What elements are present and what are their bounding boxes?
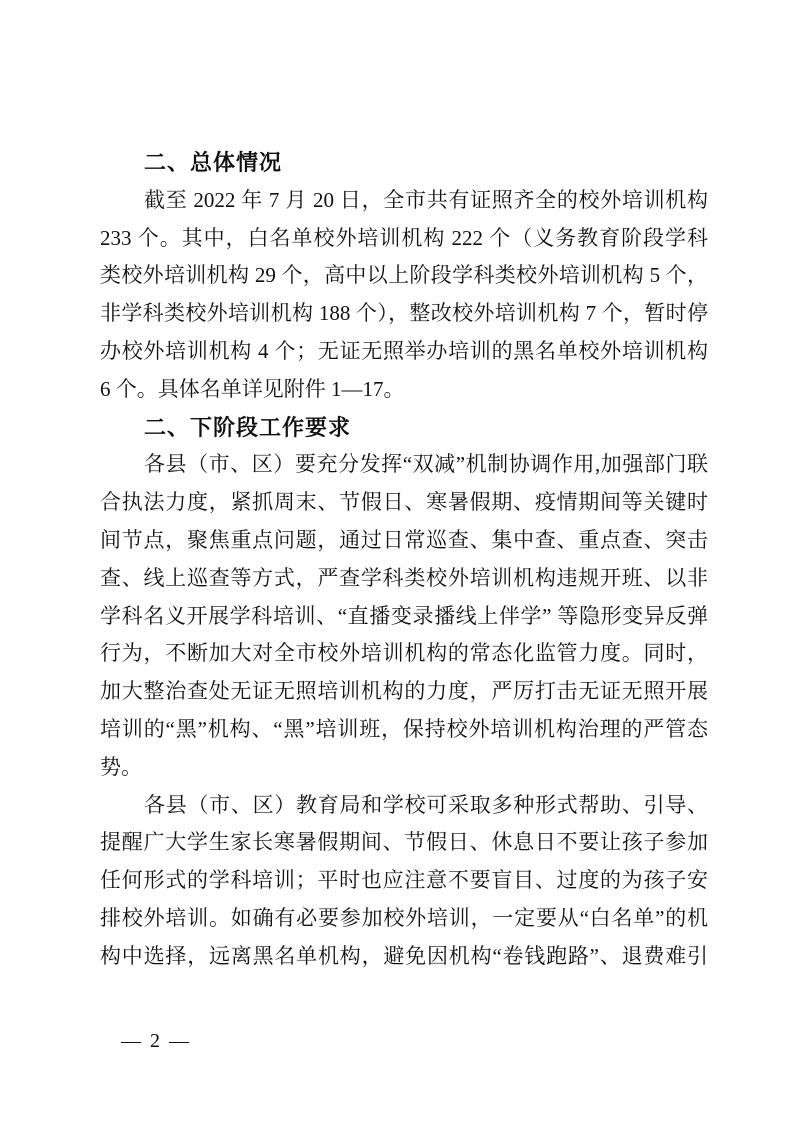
text-line: 构中选择，远离黑名单机构，避免因机构“卷钱跑路”、退费难引 [100, 943, 708, 968]
text-line: 各县（市、区）要充分发挥“双减”机制协调作用,加强部门联 [144, 452, 708, 477]
text-line: 提醒广大学生家长寒暑假期间、节假日、休息日不要让孩子参加 [100, 830, 708, 855]
text-line: 行为，不断加大对全市校外培训机构的常态化监管力度。同时， [100, 641, 708, 666]
text-line: 势。 [100, 754, 142, 779]
document-body [100, 144, 708, 976]
text-line: 截至 2022 年 7 月 20 日，全市共有证照齐全的校外培训机构 [144, 187, 708, 212]
section-heading: 二、总体情况 [144, 150, 283, 175]
text-line: 非学科类校外培训机构 188 个），整改校外培训机构 7 个，暂时停 [100, 301, 708, 326]
text-line: 排校外培训。如确有必要参加校外培训，一定要从“白名单”的机 [100, 905, 708, 930]
text-line: 间节点，聚焦重点问题，通过日常巡查、集中查、重点查、突击 [100, 527, 708, 552]
text-line: 各县（市、区）教育局和学校可采取多种形式帮助、引导、 [144, 792, 708, 817]
text-line: 233 个。其中，白名单校外培训机构 222 个（义务教育阶段学科 [100, 225, 708, 250]
text-line: 类校外培训机构 29 个，高中以上阶段学科类校外培训机构 5 个， [100, 263, 708, 288]
text-line: 办校外培训机构 4 个；无证无照举办培训的黑名单校外培训机构 [100, 338, 708, 363]
page-number: — 2 — [121, 1030, 191, 1052]
text-line: 学科名义开展学科培训、“直播变录播线上伴学” 等隐形变异反弹 [100, 603, 708, 628]
text-line: 合执法力度，紧抓周末、节假日、寒暑假期、疫情期间等关键时 [100, 490, 708, 515]
text-line: 培训的“黑”机构、“黑”培训班，保持校外培训机构治理的严管态 [100, 716, 708, 741]
text-line: 任何形式的学科培训；平时也应注意不要盲目、过度的为孩子安 [100, 868, 708, 893]
text-line: 查、线上巡查等方式，严查学科类校外培训机构违规开班、以非 [100, 565, 708, 590]
text-line: 加大整治查处无证无照培训机构的力度，严厉打击无证无照开展 [100, 679, 708, 704]
text-line: 6 个。具体名单详见附件 1—17。 [100, 376, 405, 401]
section-heading: 二、下阶段工作要求 [144, 414, 352, 440]
